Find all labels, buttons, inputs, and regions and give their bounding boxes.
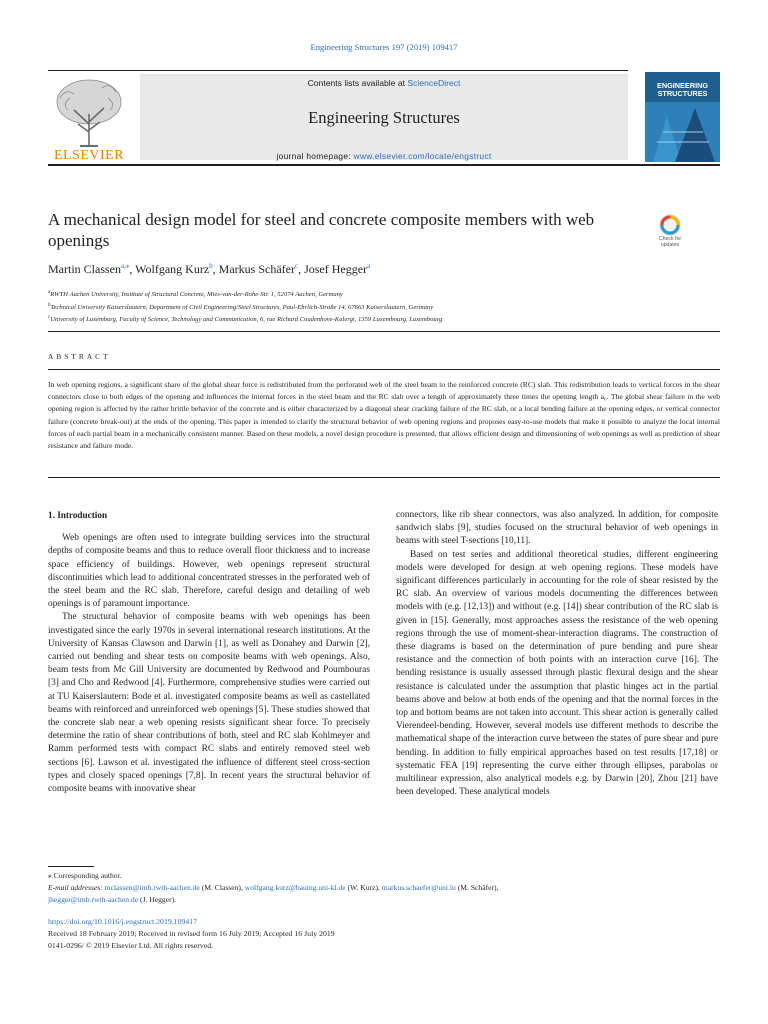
author-name[interactable]: Martin Classen xyxy=(48,262,121,276)
affiliation-list xyxy=(48,288,728,326)
footnote-rule xyxy=(48,866,94,867)
email-addresses xyxy=(48,882,728,906)
body-paragraph: connectors, like rib shear connectors, was also analyzed. In addition, for composite sandwich slabs [9], studies focused on the structural behavior of web openings in beams with steel T-sections [10,11]. xyxy=(396,510,718,547)
email-link[interactable]: wolfgang.kurz@bauing.uni-kl.de xyxy=(244,883,346,892)
cover-title-line-2: STRUCTURES xyxy=(657,89,708,98)
email-owner: (W. Kurz), xyxy=(345,883,382,892)
author-name[interactable]: Wolfgang Kurz xyxy=(135,262,210,276)
cover-title-line-1: ENGINEERING xyxy=(656,81,709,90)
author-separator: , xyxy=(298,262,305,276)
affiliation-text: RWTH Aachen University, Institute of Structural Concrete, Mies-van-der-Rohe-Str. 1, 52074 Aachen, Germany xyxy=(50,291,343,299)
email-owner: (M. Schäfer), xyxy=(455,883,499,892)
homepage-prefix: journal homepage: xyxy=(276,151,354,161)
author-separator: , xyxy=(129,262,136,276)
author-affiliation-marker[interactable]: b xyxy=(209,262,213,270)
crossmark-label xyxy=(652,236,688,248)
body-paragraph: Based on test series and additional theoretical studies, different engineering models were developed for design at web opening regions. These models have significant differences particularly in accounting for the role of shear resisted by the RC slab. An overview of various models documenting the differences between models with (e.g. [12,13]) and without (e.g. [14]) shear contribution of the RC slab is given in [15]. Generally, most approaches assess the resistance of the web opening regions through the use of moment-shear-interaction diagrams. The construction of these diagrams is based on the determination of pure bending and pure shear resistance and the connection of both points with an interaction curve [16]. The bending resistance is usually assessed through plastic flexural design and the shear resistance is calculated under the assumption that plastic hinges act in the partial beams above and below at both ends of the opening and that the normal forces in the top and bottom beams are not taken into account. This shear action is generally called Vierendeel-bending. However, several models use different methods to describe the mathematical shape of the interaction curve between the states of pure shear and pure bending. In addition to fully empirical approaches based on test results [17,18] or systematic FEA [19] representing the curve either through ellipses, parabolas or multilinear expression, also analytical models e.g. by Darwin [20], Zhou [21] have been developed. These analytical models xyxy=(396,549,718,798)
contents-prefix: Contents lists available at xyxy=(307,78,408,88)
author-separator: , xyxy=(212,262,219,276)
crossmark-label-line-1: Check for xyxy=(658,236,682,242)
doi-link[interactable]: https://doi.org/10.1016/j.engstruct.2019.109417 xyxy=(48,917,198,926)
homepage-link[interactable]: www.elsevier.com/locate/engstruct xyxy=(353,151,492,161)
author-affiliation-marker[interactable]: c xyxy=(294,262,299,270)
body-paragraph: The structural behavior of composite beams with web openings has been investigated since the early 1970s in several international research institutions. At the University of Kansas Clawson and Darwin [1], as well as Donahey and Darwin [2], carried out bending and shear tests on composite beams with web openings. Also, beam tests from Mc Gill University are documented by Redwood and Poumbouras [3] and Cho and Redwood [4]. Furthermore, comprehensive studies were carried out at TU Kaiserslautern: Bode et al. investigated composite beams as well as castellated beams with reinforced and unreinforced web openings [5]. These studies showed that the concrete slab near a web opening resists significant shear force. To precisely determine the ratio of shear contributions of both, steel and RC slab Kohlmeyer and Ramm performed tests with compact RC slabs and entirely removed steel web sections [6]. Lawson et al. investigated the influence of different steel cross-section types and closely spaced openings [7,8]. In recent years the structural behavior of composite beams with innovative shear xyxy=(48,612,370,795)
cover-artwork xyxy=(645,102,720,162)
divider xyxy=(48,477,720,478)
email-link[interactable]: mclassen@imb.rwth-aachen.de xyxy=(104,883,200,892)
author-affiliation-marker[interactable]: a,⁎ xyxy=(121,262,130,270)
email-link[interactable]: markus.schaefer@uni.lu xyxy=(381,883,456,892)
journal-cover-image[interactable] xyxy=(645,72,720,162)
affiliation-text: Technical University Kaiserslautern, Department of Civil Engineering/Steel Structures, Paul-Ehrlich-Straße 14, 67663 Kaiserslautern, Germany xyxy=(50,303,434,311)
email-owner: (M. Classen), xyxy=(199,883,245,892)
crossmark-graphic xyxy=(652,214,688,236)
body-column-right xyxy=(396,509,718,799)
email-link[interactable]: jhegger@imb.rwth-aachen.de xyxy=(48,895,139,904)
corresponding-author-note: ⁎ Corresponding author. xyxy=(48,871,122,880)
publication-info xyxy=(48,916,728,952)
masthead-top-rule xyxy=(48,70,628,71)
body-column-left xyxy=(48,509,370,796)
affiliation-marker: a xyxy=(48,290,51,295)
author-list xyxy=(48,262,688,277)
author-name[interactable]: Markus Schäfer xyxy=(218,262,295,276)
paper-title: A mechanical design model for steel and concrete composite members with web openings xyxy=(48,210,595,250)
crossmark-icon[interactable] xyxy=(652,214,688,252)
body-paragraph: Web openings are often used to integrate building services into the structural depths of composite beams and thus to reduce overall floor thickness and to increase space efficiency of buildings. However, web openings represent structural discontinuities which lead to additional concentrated stresses in the perforated web of the steel beam and the RC slab. Therefore, careful design and detailing of web openings is of paramount importance. xyxy=(48,533,370,610)
author-name[interactable]: Josef Hegger xyxy=(304,262,368,276)
crossmark-label-line-2: updates xyxy=(660,242,680,248)
contents-line xyxy=(140,78,628,88)
history-dates: Received 18 February 2019; Received in revised form 16 July 2019; Accepted 16 July 2019 xyxy=(48,929,335,938)
affiliation-text: University of Luxemburg, Faculty of Science, Technology and Communication, 6, rue Richard Coudenhove-Kalergi, 1359 Luxembourg, Luxembourg xyxy=(50,316,443,324)
affiliation-item xyxy=(48,288,728,301)
abstract-text: In web opening regions, a significant share of the global shear force is redistributed from the perforated web of the steel beam to the reinforced concrete (RC) slab. This redistribution leads to vertical forces in the shear connectors close to both edges of the opening and influences the internal forces in the steel beam and the RC slab over a length of approximately three times the opening length a₀. The global shear failure in the web opening region is affected by the rather brittle behavior of the concrete and is either characterized by a diagonal shear cracking failure of the RC slab, or a local bending failure at the opening edges, or vertical connector failure (concrete break-out) at the ends of the opening. This paper is intended to clarify the structural behavior of web opening regions and proposes easy-to-use models that make it possible to analyze the local internal forces of each partial beam in a mechanically consistent manner. Based on these models, a novel design procedure is presented, that allows efficient design and dimensioning of web openings as well as prediction of shear resistance and failure mode. xyxy=(48,380,720,451)
copyright-line: 0141-0296/ © 2019 Elsevier Ltd. All rights reserved. xyxy=(48,941,214,950)
divider xyxy=(48,369,720,370)
cover-title xyxy=(645,82,720,98)
divider xyxy=(48,331,720,332)
journal-homepage-line xyxy=(140,151,628,161)
affiliation-item xyxy=(48,301,728,314)
email-label: E-mail addresses: xyxy=(48,883,105,892)
journal-reference-link[interactable]: Engineering Structures 197 (2019) 109417 xyxy=(310,42,458,52)
affiliation-marker: b xyxy=(48,302,51,308)
author-affiliation-marker[interactable]: a xyxy=(367,262,371,270)
journal-title: Engineering Structures xyxy=(308,108,460,127)
affiliation-item xyxy=(48,313,728,326)
masthead-bottom-rule xyxy=(48,164,720,166)
affiliation-marker: c xyxy=(48,315,51,321)
section-heading: 1. Introduction xyxy=(48,510,108,520)
email-owner: (J. Hegger). xyxy=(138,895,177,904)
sciencedirect-link[interactable]: ScienceDirect xyxy=(407,78,461,88)
publisher-name: ELSEVIER xyxy=(53,148,125,163)
abstract-heading: ABSTRACT xyxy=(48,352,111,361)
footnotes xyxy=(48,870,728,906)
